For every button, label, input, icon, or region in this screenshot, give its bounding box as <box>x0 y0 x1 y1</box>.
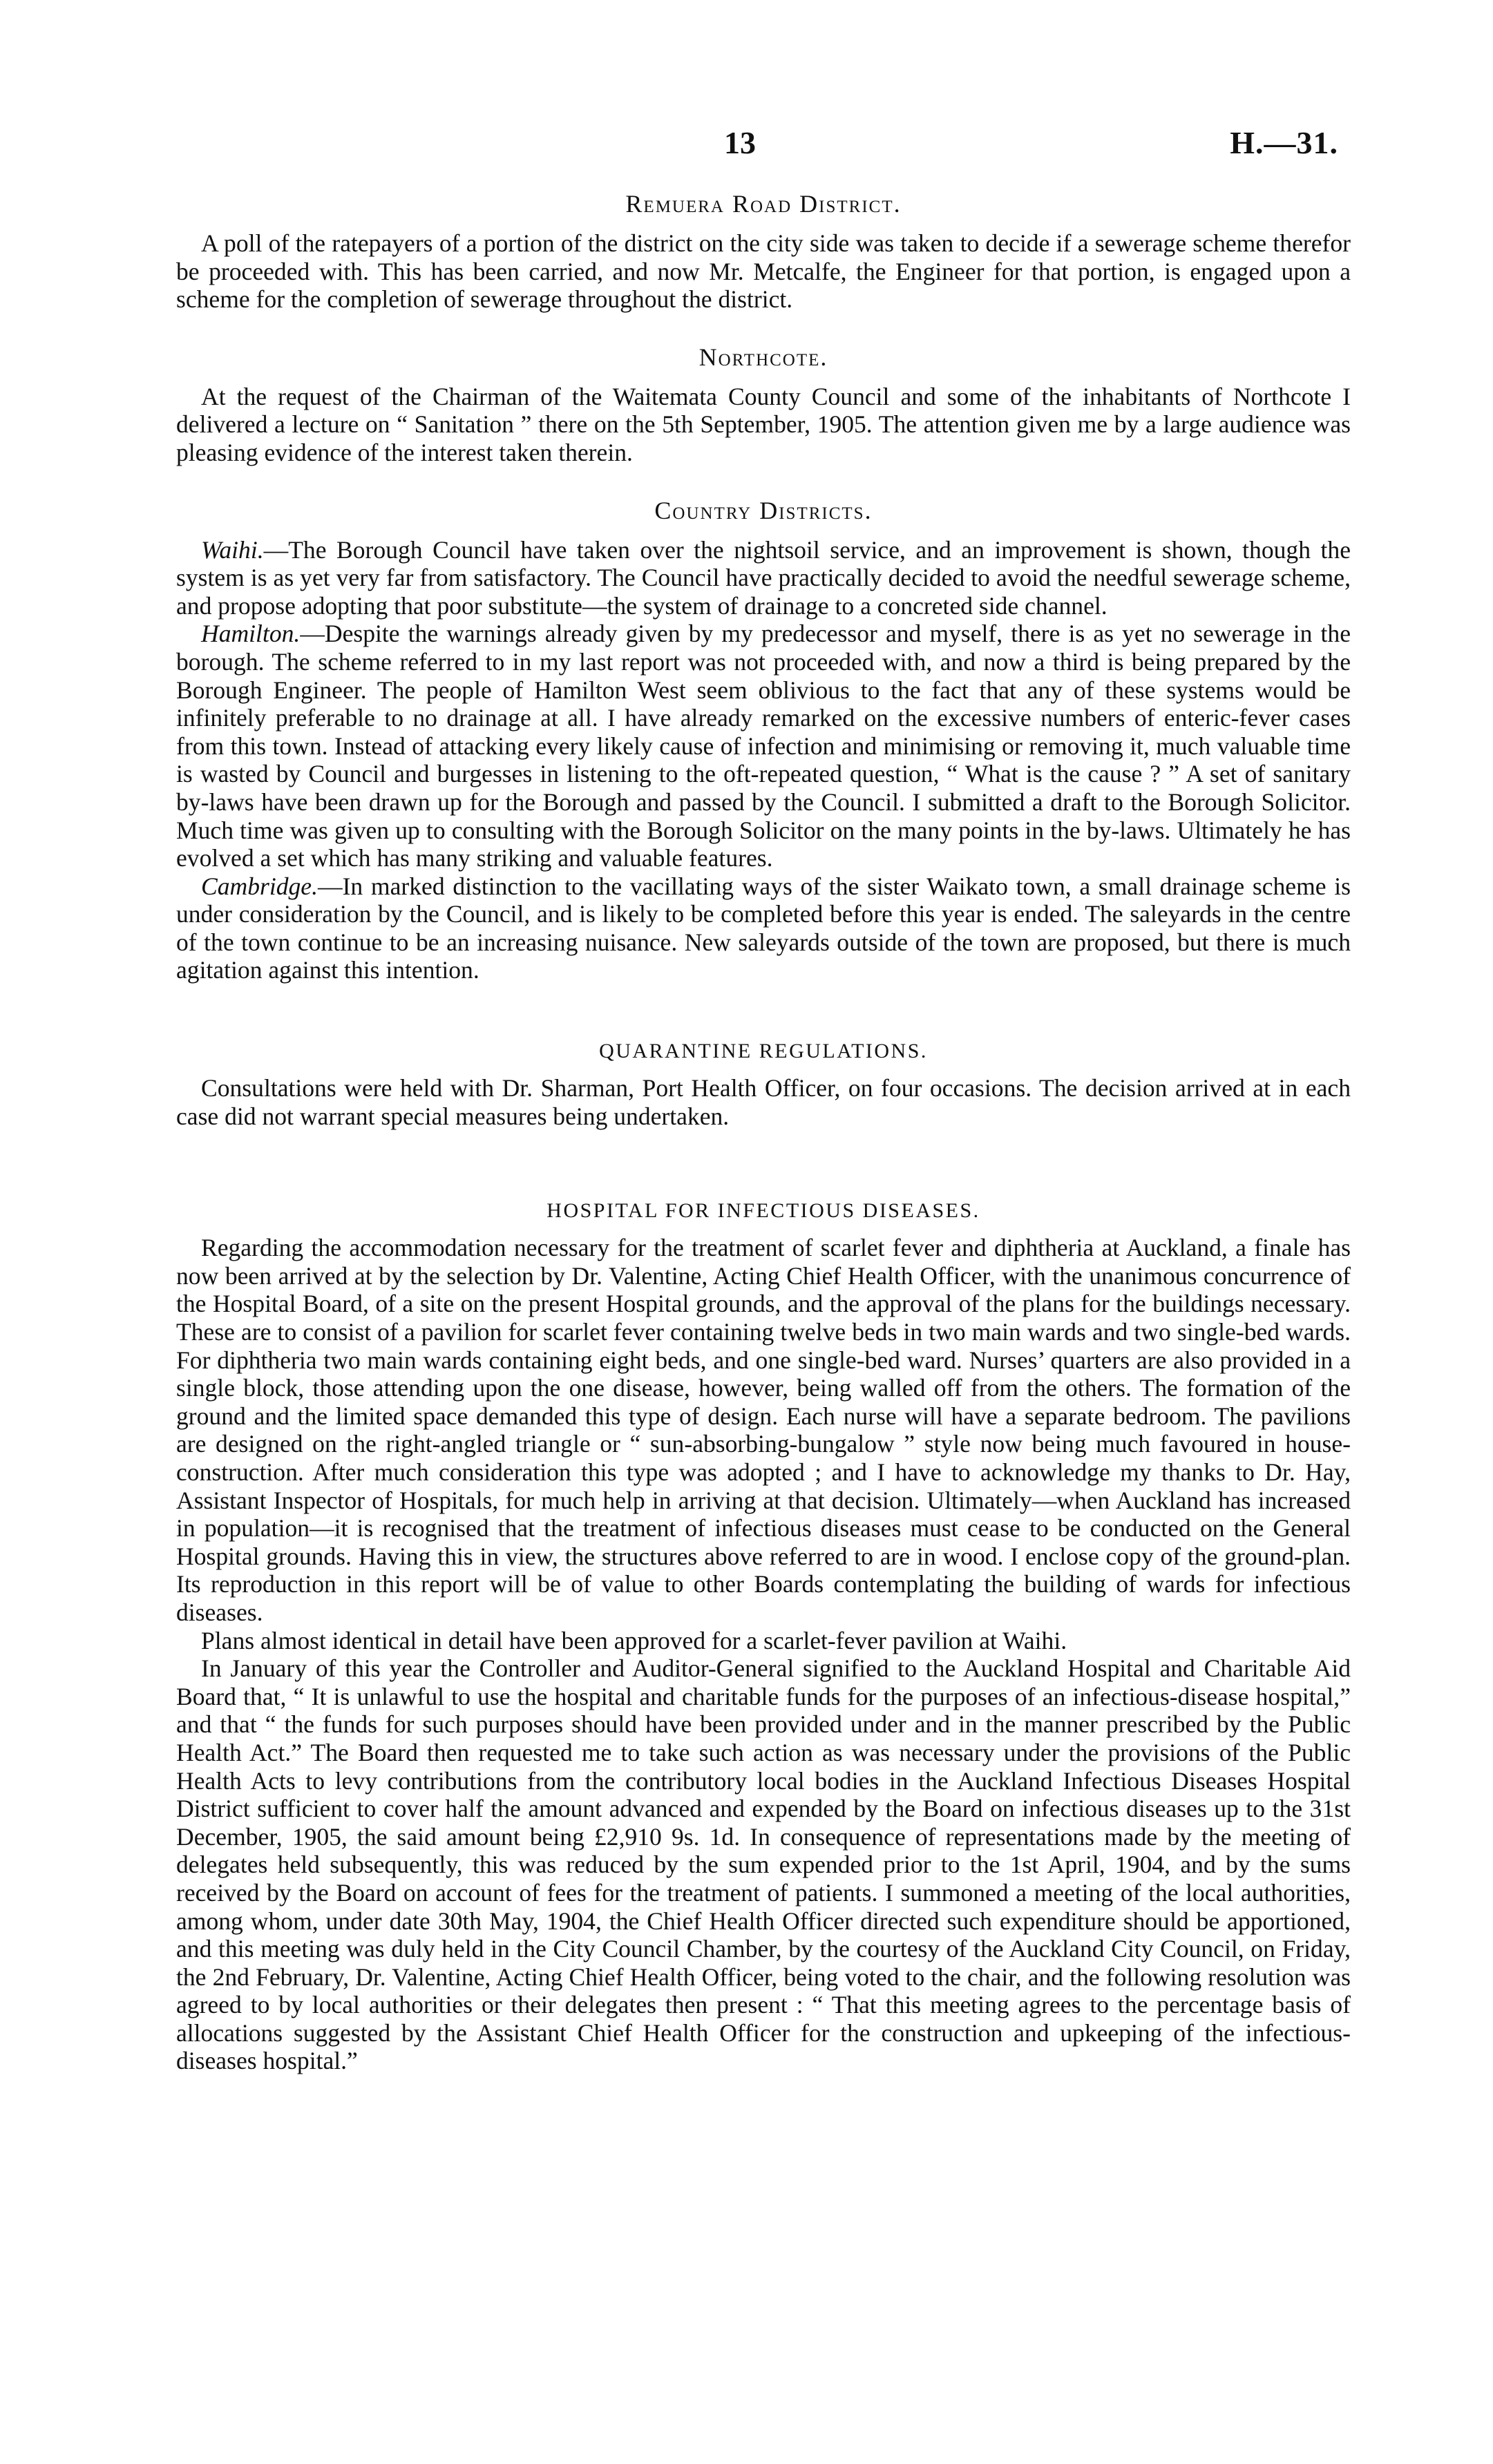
paragraph: A poll of the ratepayers of a portion of the district on the city side was taken to decide if a sewerage scheme therefor be proceeded with. This has been carried, and now Mr. Metcalfe, the Engineer for that portion, is engaged upon a scheme for the completion of sewerage throughout the district. <box>176 229 1351 314</box>
section-heading-remuera: Remuera Road District. <box>625 190 902 218</box>
paragraph: In January of this year the Controller and Auditor-General signified to the Auckland Hospital and Charitable Aid Board that, “ It is unlawful to use the hospital and charitable funds for the purposes of an infectious-disease hospital,” and that “ the funds for such purposes should have been provided under and in the manner prescribed by the Public Health Act.” The Board then requested me to take such action as was necessary under the provisions of the Public Health Acts to levy contributions from the contributory local bodies in the Auckland Infectious Diseases Hospital District sufficient to cover half the amount advanced and expended by the Board on infectious diseases up to the 31st December, 1905, the said amount being £2,910 9s. 1d. In consequence of representations made by the meeting of delegates held subsequently, this was reduced by the sum expended prior to the 1st April, 1904, and by the sums received by the Board on account of fees for the treatment of patients. I summoned a meeting of the local authorities, among whom, under date 30th May, 1904, the Chief Health Officer directed such expenditure should be apportioned, and this meeting was duly held in the City Council Chamber, by the courtesy of the Auckland City Council, on Friday, the 2nd February, Dr. Valentine, Acting Chief Health Officer, being voted to the chair, and the following resolution was agreed to by local authorities or their delegates then present : “ That this meeting agrees to the percentage basis of allocations suggested by the Assistant Chief Health Officer for the construction and upkeeping of the infectious-diseases hospital.” <box>176 1654 1351 2075</box>
paragraph: Plans almost identical in detail have been approved for a scarlet-fever pavilion at Waihi. <box>201 1626 1067 1654</box>
section-heading-country-districts: Country Districts. <box>654 496 873 524</box>
subheading-waihi: Waihi. <box>201 535 264 564</box>
paragraph-waihi <box>176 536 1351 620</box>
subheading-cambridge: Cambridge. <box>201 872 318 900</box>
paragraph-text: —Despite the warnings already given by my predecessor and myself, there is as yet no sewerage in the borough. The scheme referred to in my last report was not proceeded with, and now a third is being prepared by the Borough Engineer. The people of Hamilton West seem oblivious to the fact that any of these systems would be infinitely preferable to no drainage at all. I have already remarked on the excessive numbers of enteric-fever cases from this town. Instead of attacking every likely cause of infection and minimising or removing it, much valuable time is wasted by Council and burgesses in listening to the oft-repeated question, “ What is the cause ? ” A set of sanitary by-laws have been drawn up for the Borough and passed by the Council. I submitted a draft to the Borough Solicitor. Much time was given up to consulting with the Borough Solicitor on the many points in the by-laws. Ultimately he has evolved a set which has many striking and valuable features. <box>176 620 1351 872</box>
section-heading-hospital: HOSPITAL FOR INFECTIOUS DISEASES. <box>546 1199 980 1223</box>
paragraph: Consultations were held with Dr. Sharman, Port Health Officer, on four occasions. The decision arrived at in each case did not warrant special measures being undertaken. <box>176 1074 1351 1130</box>
section-heading-quarantine: QUARANTINE REGULATIONS. <box>599 1040 928 1063</box>
paragraph: Regarding the accommodation necessary for the treatment of scarlet fever and diphtheria at Auckland, a finale has now been arrived at by the selection by Dr. Valentine, Acting Chief Health Officer, with the unanimous concurrence of the Hospital Board, of a site on the present Hospital grounds, and the approval of the plans for the buildings necessary. These are to consist of a pavilion for scarlet fever containing twelve beds in two main wards and two single-bed wards. For diphtheria two main wards containing eight beds, and one single-bed ward. Nurses’ quarters are also provided in a single block, those attending upon the one disease, however, being walled off from the others. The formation of the ground and the limited space demanded this type of design. Each nurse will have a separate bedroom. The pavilions are designed on the right-angled triangle or “ sun-absorbing-bungalow ” style now being much favoured in house-construction. After much consideration this type was adopted ; and I have to acknowledge my thanks to Dr. Hay, Assistant Inspector of Hospitals, for much help in arriving at that decision. Ultimately—when Auckland has increased in population—it is recognised that the treatment of infectious diseases must cease to be conducted on the General Hospital grounds. Having this in view, the structures above referred to are in wood. I enclose copy of the ground-plan. Its reproduction in this report will be of value to other Boards contemplating the building of wards for infectious diseases. <box>176 1234 1351 1626</box>
paragraph-hamilton <box>176 620 1351 872</box>
subheading-hamilton: Hamilton. <box>201 620 301 648</box>
paragraph-text: —In marked distinction to the vacillating ways of the sister Waikato town, a small drainage scheme is under consideration by the Council, and is likely to be completed before this year is ended. The saleyards in the centre of the town continue to be an increasing nuisance. New saleyards outside of the town are proposed, but there is much agitation against this intention. <box>176 872 1351 984</box>
section-heading-northcote: Northcote. <box>698 343 828 371</box>
page-body <box>176 189 1351 2075</box>
page-number: 13 <box>724 125 756 160</box>
page-header <box>0 124 1493 166</box>
paragraph-cambridge <box>176 872 1351 984</box>
paragraph-text: —The Borough Council have taken over the nightsoil service, and an improvement is shown, though the system is as yet very far from satisfactory. The Council have practically decided to avoid the needful sewerage scheme, and propose adopting that poor substitute—the system of drainage to a concreted side channel. <box>176 535 1351 620</box>
document-reference: H.—31. <box>1230 125 1338 160</box>
paragraph: At the request of the Chairman of the Waitemata County Council and some of the inhabitants of Northcote I delivered a lecture on “ Sanitation ” there on the 5th September, 1905. The attention given me by a large audience was pleasing evidence of the interest taken therein. <box>176 382 1351 466</box>
